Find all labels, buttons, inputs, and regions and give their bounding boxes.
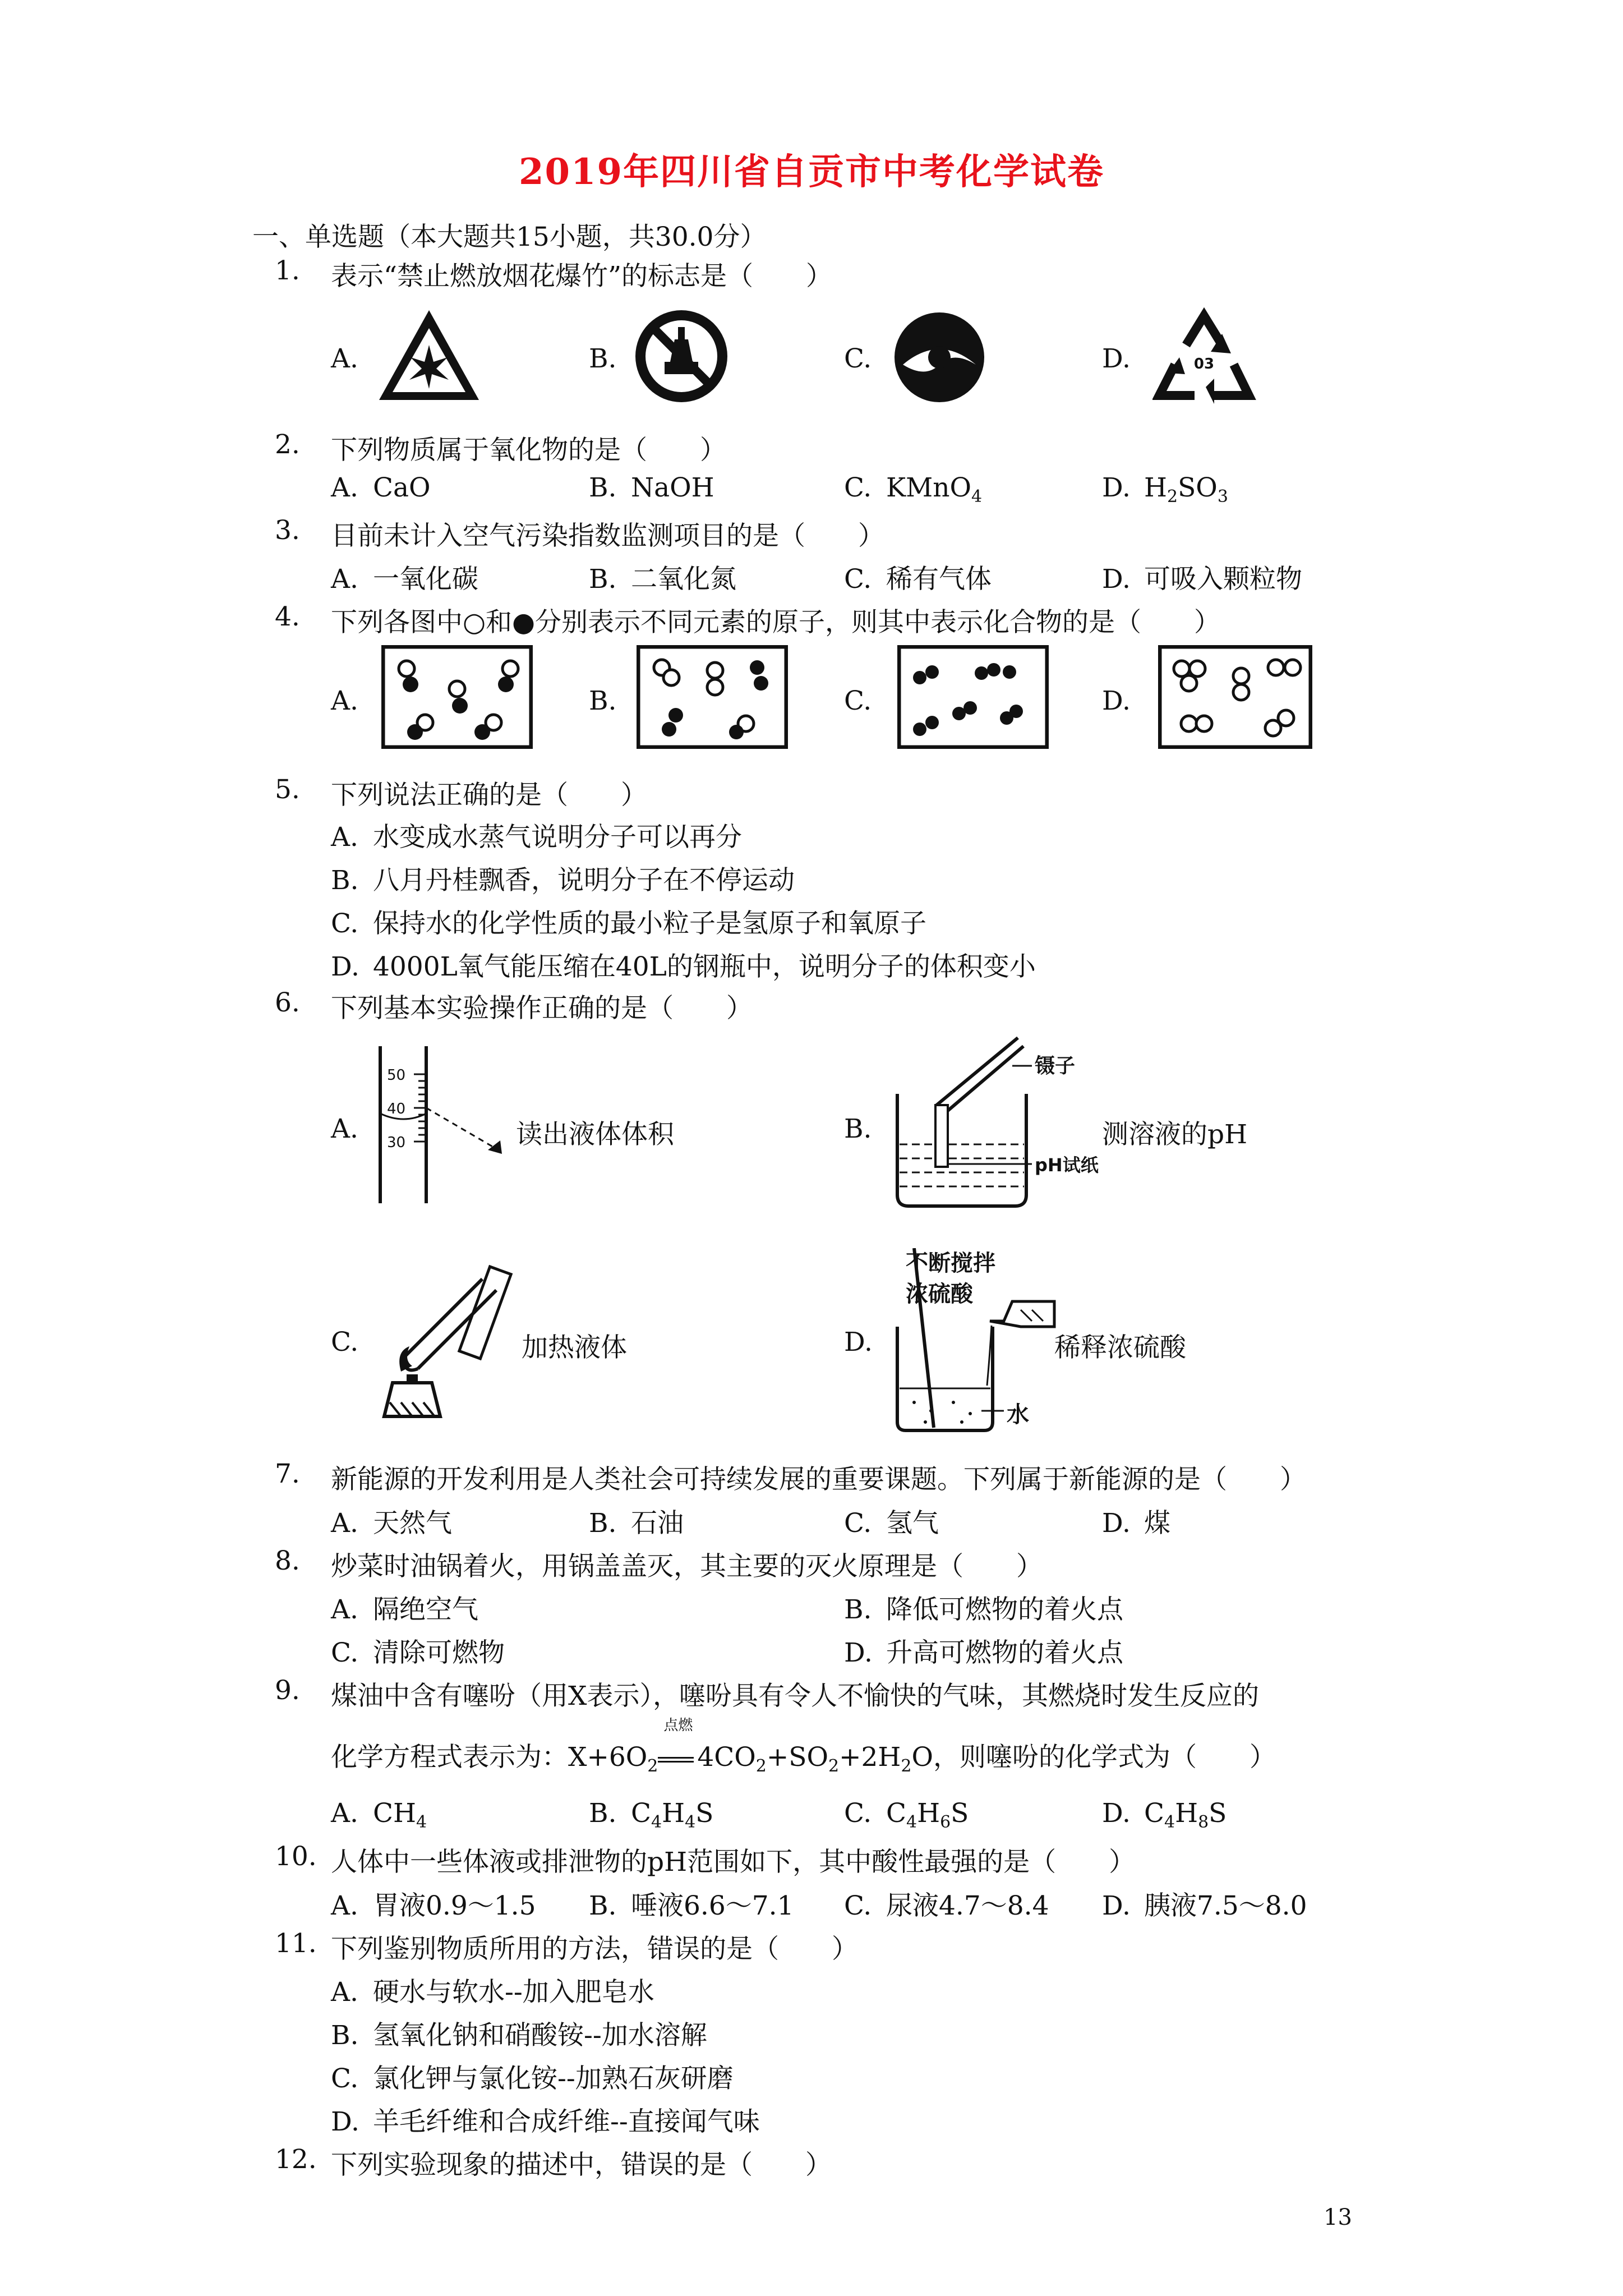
- question-stem: 炒菜时油锅着火，用锅盖盖灭，其主要的灭火原理是（ ）: [331, 1551, 1043, 1582]
- question-stem: 煤油中含有噻吩（用X表示），噻吩具有令人不愉快的气味，其燃烧时发生反应的: [331, 1681, 1259, 1711]
- question-stem: 下列说法正确的是（ ）: [331, 780, 647, 811]
- question-number: 10.: [275, 1841, 317, 1872]
- question-number: 7.: [275, 1458, 300, 1489]
- option-d: D. 胰液7.5～8.0: [1102, 1890, 1307, 1921]
- option-d: D. 可吸入颗粒物: [1102, 564, 1302, 595]
- option-c-label: C.: [844, 685, 872, 716]
- water-saving-icon: [892, 311, 987, 404]
- question-stem: 下列实验现象的描述中，错误的是（ ）: [331, 2150, 832, 2180]
- option-a: A. 天然气: [331, 1508, 452, 1539]
- option-d-label: D.: [844, 1327, 873, 1358]
- option-a-label: A.: [331, 343, 358, 374]
- question-stem: 下列基本实验操作正确的是（ ）: [331, 993, 753, 1024]
- tick-30: 30: [387, 1134, 406, 1151]
- molecule-box-a: [381, 645, 533, 749]
- tick-40: 40: [387, 1101, 406, 1117]
- question-number: 12.: [275, 2144, 317, 2175]
- option-b: B. 降低可燃物的着火点: [844, 1594, 1123, 1625]
- figure-caption: 稀释浓硫酸: [1054, 1332, 1186, 1363]
- question-number: 5.: [275, 774, 300, 805]
- question-number: 9.: [275, 1675, 300, 1706]
- option-b: B. 唾液6.6～7.1: [589, 1890, 794, 1921]
- option-b: B. 二氧化氮: [589, 564, 736, 595]
- question-number: 2.: [275, 429, 300, 460]
- option-b: B. 八月丹桂飘香，说明分子在不停运动: [331, 865, 795, 896]
- option-b: B. $C_4H_4S$: [589, 1798, 714, 1832]
- option-b-label: B.: [844, 1114, 872, 1144]
- question-stem: 新能源的开发利用是人类社会可持续发展的重要课题。下列属于新能源的是（ ）: [331, 1464, 1306, 1495]
- question-stem: 表示“禁止燃放烟花爆竹”的标志是（ ）: [331, 261, 833, 292]
- option-a: A. 硬水与软水--加入肥皂水: [331, 1977, 654, 2008]
- option-a-label: A.: [331, 1114, 358, 1144]
- option-c-label: C.: [844, 343, 872, 374]
- question-stem: 下列物质属于氧化物的是（ ）: [331, 435, 726, 466]
- question-number: 11.: [275, 1928, 317, 1959]
- water-label: 水: [1007, 1401, 1029, 1428]
- option-a: A. 胃液0.9～1.5: [331, 1890, 536, 1921]
- option-d: D. $H_2SO_3$: [1102, 472, 1228, 507]
- recycle-label: 03: [1193, 356, 1215, 372]
- figure-caption: 加热液体: [522, 1332, 627, 1363]
- option-d: D. $C_4H_8S$: [1102, 1798, 1227, 1832]
- graduated-cylinder-figure: [370, 1046, 516, 1203]
- question-number: 8.: [275, 1545, 300, 1576]
- option-c: C. 氯化钾与氯化铵--加熟石灰研磨: [331, 2063, 734, 2094]
- option-c-label: C.: [331, 1327, 359, 1358]
- figure-caption: 读出液体体积: [516, 1119, 674, 1150]
- option-d: D. 煤: [1102, 1508, 1170, 1539]
- equation-line: 化学方程式表示为：$X+6O_2$ 点燃 $4CO_2+SO_2+2H_2O$，则噻吩的化学式为（ ）: [331, 1717, 1276, 1776]
- option-b: B. NaOH: [589, 472, 714, 503]
- option-c: C. 清除可燃物: [331, 1637, 505, 1668]
- stir-label: 不断搅拌: [906, 1250, 995, 1276]
- option-d: D. 升高可燃物的着火点: [844, 1637, 1123, 1668]
- recycle-icon: [1152, 306, 1256, 404]
- acid-label: 浓硫酸: [906, 1281, 973, 1307]
- option-c: C. KMnO$_4$: [844, 472, 983, 507]
- option-a: A. 隔绝空气: [331, 1594, 478, 1625]
- reaction-condition: 点燃: [658, 1742, 697, 1773]
- question-number: 1.: [275, 255, 300, 286]
- option-c: C. 保持水的化学性质的最小粒子是氢原子和氧原子: [331, 908, 926, 939]
- page-number: 13: [1324, 2205, 1352, 2230]
- no-fireworks-icon: [631, 306, 732, 407]
- option-c: C. $C_4H_6S$: [844, 1798, 969, 1832]
- molecule-box-d: [1158, 645, 1312, 749]
- question-stem: 人体中一些体液或排泄物的pH范围如下，其中酸性最强的是（ ）: [331, 1847, 1136, 1878]
- question-number: 3.: [275, 515, 300, 546]
- option-a: A. CaO: [331, 472, 431, 503]
- tweezers-label: 镊子: [1035, 1055, 1076, 1078]
- option-a: A. 水变成水蒸气说明分子可以再分: [331, 822, 742, 853]
- option-d-label: D.: [1102, 343, 1131, 374]
- option-d-label: D.: [1102, 685, 1131, 716]
- molecule-box-b: [637, 645, 788, 749]
- option-c: C. 氢气: [844, 1508, 939, 1539]
- option-b-label: B.: [589, 685, 617, 716]
- heating-liquid-figure: [370, 1262, 527, 1425]
- option-a: A. 一氧化碳: [331, 564, 478, 595]
- question-number: 4.: [275, 601, 300, 632]
- tick-50: 50: [387, 1067, 406, 1084]
- option-b-label: B.: [589, 343, 617, 374]
- page-title: 2019年四川省自贡市中考化学试卷: [518, 151, 1105, 193]
- question-stem: 目前未计入空气污染指数监测项目的是（ ）: [331, 521, 884, 551]
- question-stem: 下列鉴别物质所用的方法，错误的是（ ）: [331, 1934, 858, 1964]
- figure-caption: 测溶液的pH: [1102, 1119, 1248, 1150]
- option-b: B. 氢氧化钠和硝酸铵--加水溶解: [331, 2020, 707, 2051]
- question-stem: 下列各图中○和●分别表示不同元素的原子，则其中表示化合物的是（ ）: [331, 607, 1221, 638]
- ph-paper-label: pH试纸: [1035, 1154, 1099, 1176]
- warning-explosion-icon: [376, 306, 482, 404]
- option-c: C. 稀有气体: [844, 564, 992, 595]
- option-a: A. $CH_4$: [331, 1798, 427, 1832]
- ph-test-figure: [892, 1032, 1105, 1212]
- option-d: D. 羊毛纤维和合成纤维--直接闻气味: [331, 2106, 760, 2137]
- molecule-box-c: [897, 645, 1049, 749]
- section-heading: 一、单选题（本大题共15小题，共30.0分）: [252, 222, 767, 252]
- option-a-label: A.: [331, 685, 358, 716]
- option-d: D. 4000L氧气能压缩在40L的钢瓶中，说明分子的体积变小: [331, 951, 1036, 982]
- option-b: B. 石油: [589, 1508, 684, 1539]
- question-number: 6.: [275, 987, 300, 1018]
- option-c: C. 尿液4.7～8.4: [844, 1890, 1049, 1921]
